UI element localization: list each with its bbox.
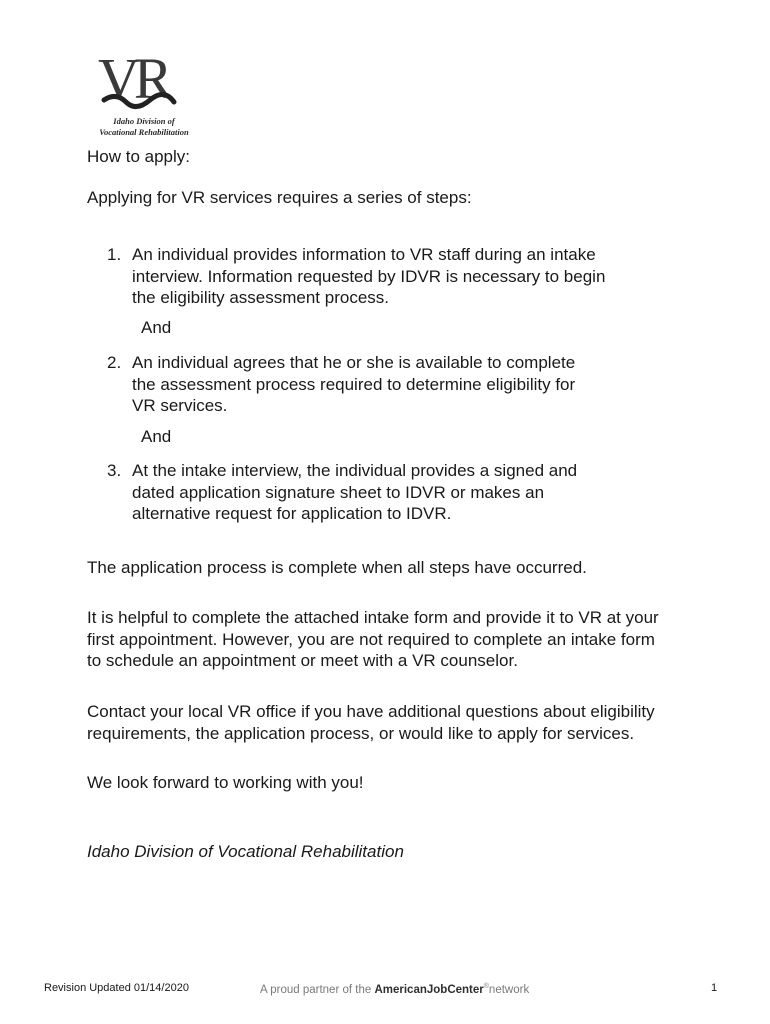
step-line: the eligibility assessment process.	[132, 288, 390, 307]
partner-brand-jobcenter: JobCenter	[426, 983, 484, 996]
step-line: dated application signature sheet to IDVR or makes an	[132, 482, 545, 502]
registered-mark-icon: ®	[483, 983, 489, 990]
ajc-partner-logo	[260, 983, 529, 996]
intro-text: Applying for VR services requires a series of steps:	[87, 188, 472, 207]
paragraph-line: to schedule an appointment or meet with a VR counselor.	[87, 651, 518, 670]
connector-and: And	[141, 318, 172, 337]
partner-prefix: A proud partner of the	[260, 983, 375, 996]
paragraph-line: first appointment. However, you are not required to complete an intake form	[87, 629, 655, 649]
idvr-logo	[84, 48, 204, 140]
partner-suffix: network	[488, 983, 530, 996]
step-line: VR services.	[132, 396, 228, 415]
step-line: the assessment process required to determine eligibility for	[132, 374, 576, 394]
vr-logo-letters: VR	[98, 48, 167, 111]
connector-and: And	[141, 427, 172, 446]
signature-line: Idaho Division of Vocational Rehabilitation	[87, 842, 404, 861]
step-number: 2.	[107, 353, 122, 372]
revision-date: Revision Updated 01/14/2020	[44, 982, 189, 994]
step-line: An individual agrees that he or she is available to complete	[132, 353, 576, 372]
step-line: An individual provides information to VR staff during an intake	[132, 245, 596, 264]
helpful-paragraph	[87, 607, 727, 672]
logo-line-2: Vocational Rehabilitation	[99, 127, 189, 137]
page-number: 1	[711, 982, 718, 994]
step-line: interview. Information requested by IDVR is necessary to begin	[132, 266, 606, 286]
step-line: At the intake interview, the individual provides a signed and	[132, 461, 578, 480]
vr-logo-mark	[94, 48, 194, 114]
partner-brand-american: American	[374, 983, 427, 996]
contact-paragraph	[87, 701, 727, 744]
paragraph-line: It is helpful to complete the attached intake form and provide it to VR at your	[87, 608, 659, 627]
paragraph-line: Contact your local VR office if you have additional questions about eligibility	[87, 702, 655, 721]
logo-line-1: Idaho Division of	[113, 116, 175, 126]
step-line: alternative request for application to IDVR.	[132, 504, 452, 523]
step-number: 3.	[107, 461, 122, 480]
paragraph-line: requirements, the application process, or would like to apply for services.	[87, 723, 635, 743]
step-number: 1.	[107, 245, 122, 264]
page-heading: How to apply:	[87, 147, 190, 166]
closing-paragraph: We look forward to working with you!	[87, 773, 364, 792]
complete-paragraph: The application process is complete when all steps have occurred.	[87, 558, 587, 577]
